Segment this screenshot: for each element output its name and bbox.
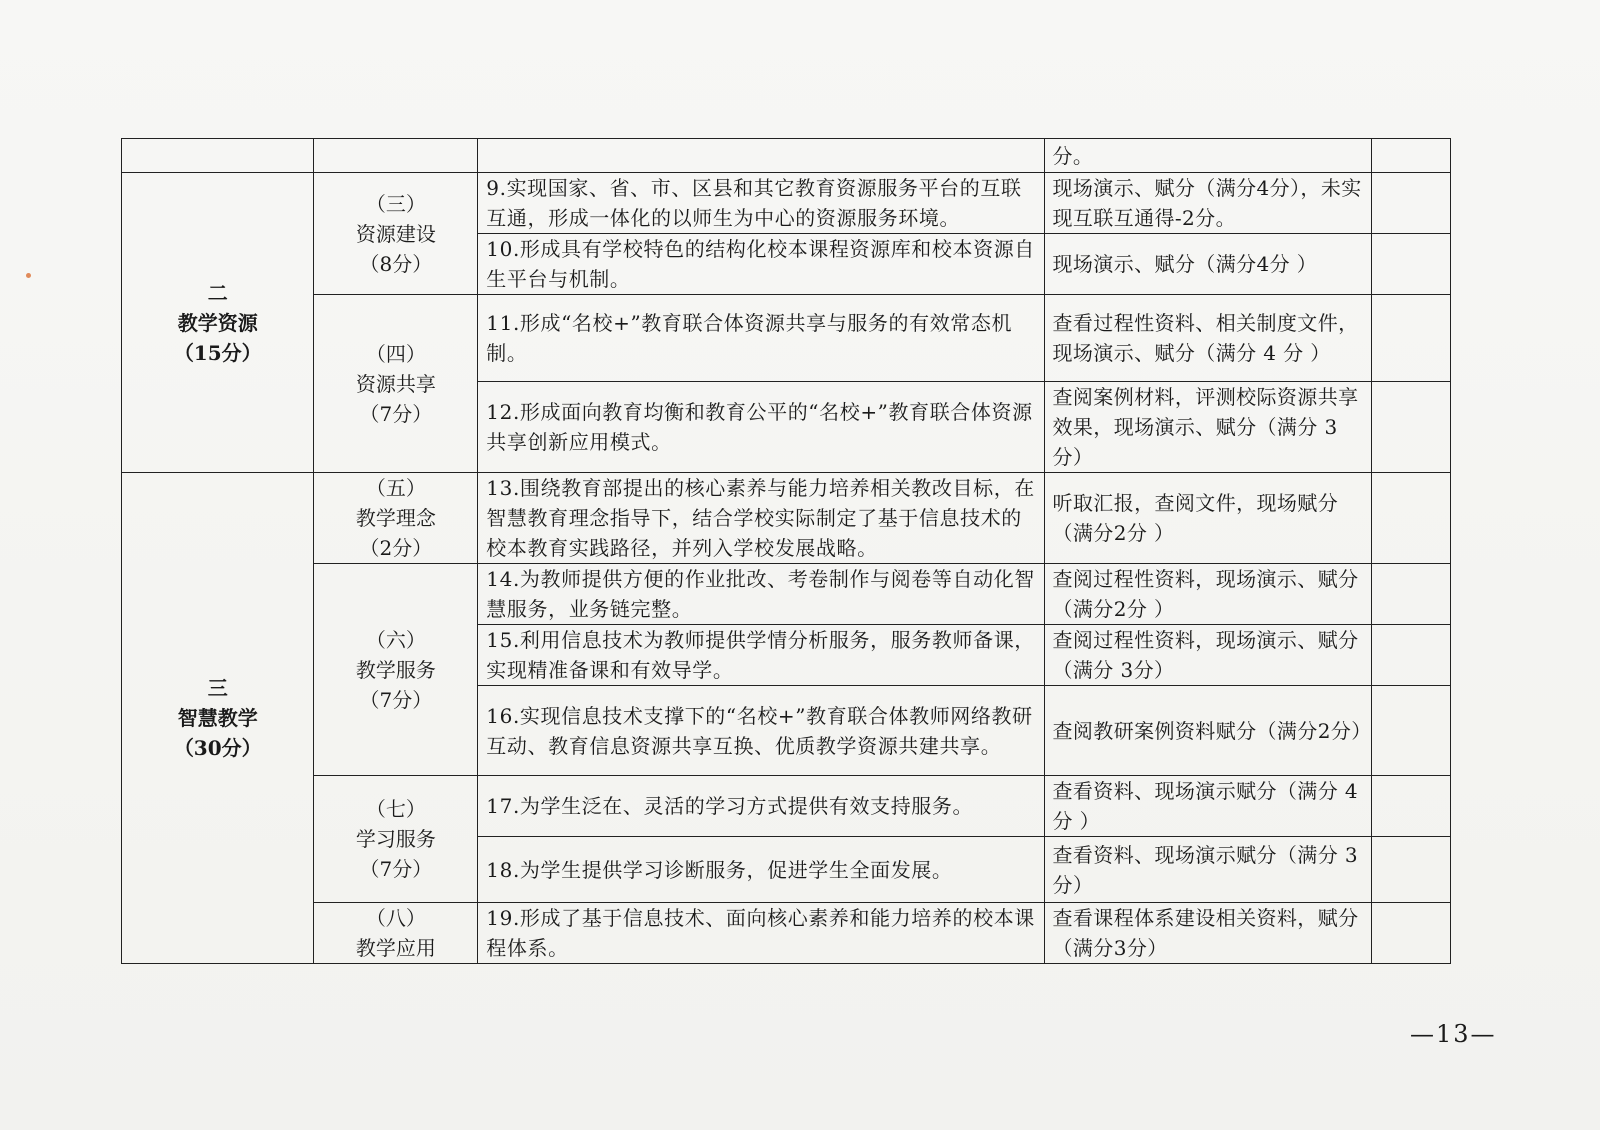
method-cell: 分。 (1044, 139, 1372, 173)
method-cell: 听取汇报，查阅文件，现场赋分（满分2分 ） (1044, 473, 1372, 564)
method-cell: 查阅过程性资料，现场演示、赋分（满分2分 ） (1044, 564, 1372, 625)
content-cell: 17.为学生泛在、灵活的学习方式提供有效支持服务。 (478, 776, 1044, 837)
content-cell: 16.实现信息技术支撑下的“名校+”教育联合体教师网络教研互动、教育信息资源共享互换、优质教学资源共建共享。 (478, 686, 1044, 776)
content-cell: 14.为教师提供方便的作业批改、考卷制作与阅卷等自动化智慧服务，业务链完整。 (478, 564, 1044, 625)
table-row (122, 139, 1451, 173)
subsection-title: 资源共享 (355, 371, 436, 396)
table-row (122, 903, 1451, 964)
table-row (122, 473, 1451, 564)
page-number: —13— (1410, 1020, 1497, 1048)
method-cell: 查阅过程性资料，现场演示、赋分（满分 3分） (1044, 625, 1372, 686)
subsection-seven-cell (314, 776, 478, 903)
content-cell (478, 139, 1044, 173)
content-cell: 19.形成了基于信息技术、面向核心素养和能力培养的校本课程体系。 (478, 903, 1044, 964)
subsection-title: 教学理念 (355, 506, 436, 530)
subsection-score: （7分） (359, 857, 433, 881)
ink-speck (26, 273, 31, 278)
table-row (122, 776, 1451, 837)
method-cell: 查看资料、现场演示赋分（满分 4分 ） (1044, 776, 1372, 837)
score-cell (1372, 903, 1451, 964)
subsection-six-cell (314, 564, 478, 776)
score-cell (1372, 473, 1451, 564)
method-cell: 查看课程体系建设相关资料，赋分（满分3分） (1044, 903, 1372, 964)
score-cell (1372, 837, 1451, 903)
content-cell: 9.实现国家、省、市、区县和其它教育资源服务平台的互联互通，形成一体化的以师生为中心的资源服务环境。 (478, 173, 1044, 234)
evaluation-table (121, 138, 1451, 964)
subsection-five-cell (314, 473, 478, 564)
subsection-title: 教学服务 (355, 657, 436, 682)
subsection-three-cell (314, 173, 478, 295)
subsection-title: 资源建设 (355, 221, 436, 246)
score-cell (1372, 139, 1451, 173)
section-three-cell (122, 473, 314, 964)
subsection-eight-cell (314, 903, 478, 964)
score-cell (1372, 382, 1451, 473)
subsection-number: （七） (365, 797, 426, 821)
score-cell (1372, 686, 1451, 776)
content-cell: 12.形成面向教育均衡和教育公平的“名校+”教育联合体资源共享创新应用模式。 (478, 382, 1044, 473)
score-cell (1372, 564, 1451, 625)
section-two-cell (122, 173, 314, 473)
method-cell: 查阅案例材料，评测校际资源共享效果，现场演示、赋分（满分 3分） (1044, 382, 1372, 473)
section-score: （15分） (173, 340, 262, 365)
score-cell (1372, 625, 1451, 686)
subsection-score: （7分） (359, 401, 433, 426)
section-number: 三 (207, 676, 228, 700)
score-cell (1372, 295, 1451, 382)
content-cell: 18.为学生提供学习诊断服务，促进学生全面发展。 (478, 837, 1044, 903)
table-row (122, 295, 1451, 382)
subsection-score: （7分） (359, 687, 433, 712)
method-cell: 查看过程性资料、相关制度文件，现场演示、赋分（满分 4 分 ） (1044, 295, 1372, 382)
table-row (122, 564, 1451, 625)
content-cell: 10.形成具有学校特色的结构化校本课程资源库和校本资源自生平台与机制。 (478, 234, 1044, 295)
section-title: 教学资源 (177, 310, 258, 335)
table-row (122, 173, 1451, 234)
section-title: 智慧教学 (177, 706, 258, 730)
score-cell (1372, 234, 1451, 295)
content-cell: 15.利用信息技术为教师提供学情分析服务，服务教师备课，实现精准备课和有效导学。 (478, 625, 1044, 686)
subsection-cell (314, 139, 478, 173)
subsection-score: （8分） (359, 251, 433, 276)
score-cell (1372, 173, 1451, 234)
subsection-number: （六） (365, 627, 426, 652)
section-score: （30分） (173, 736, 262, 760)
subsection-number: （四） (365, 341, 426, 366)
method-cell: 查阅教研案例资料赋分（满分2分） (1044, 686, 1372, 776)
section-cell (122, 139, 314, 173)
method-cell: 现场演示、赋分（满分4分 ） (1044, 234, 1372, 295)
subsection-number: （五） (365, 476, 426, 500)
method-cell: 现场演示、赋分（满分4分），未实现互联互通得-2分。 (1044, 173, 1372, 234)
section-number: 二 (207, 280, 228, 305)
subsection-four-cell (314, 295, 478, 473)
subsection-number: （三） (365, 191, 426, 216)
method-cell: 查看资料、现场演示赋分（满分 3分） (1044, 837, 1372, 903)
subsection-score: （2分） (359, 536, 433, 560)
score-cell (1372, 776, 1451, 837)
content-cell: 11.形成“名校+”教育联合体资源共享与服务的有效常态机制。 (478, 295, 1044, 382)
subsection-title: 学习服务 (355, 827, 436, 851)
subsection-title: 教学应用 (355, 936, 436, 960)
subsection-number: （八） (365, 906, 426, 930)
content-cell: 13.围绕教育部提出的核心素养与能力培养相关教改目标，在智慧教育理念指导下，结合学校实际制定了基于信息技术的校本教育实践路径，并列入学校发展战略。 (478, 473, 1044, 564)
